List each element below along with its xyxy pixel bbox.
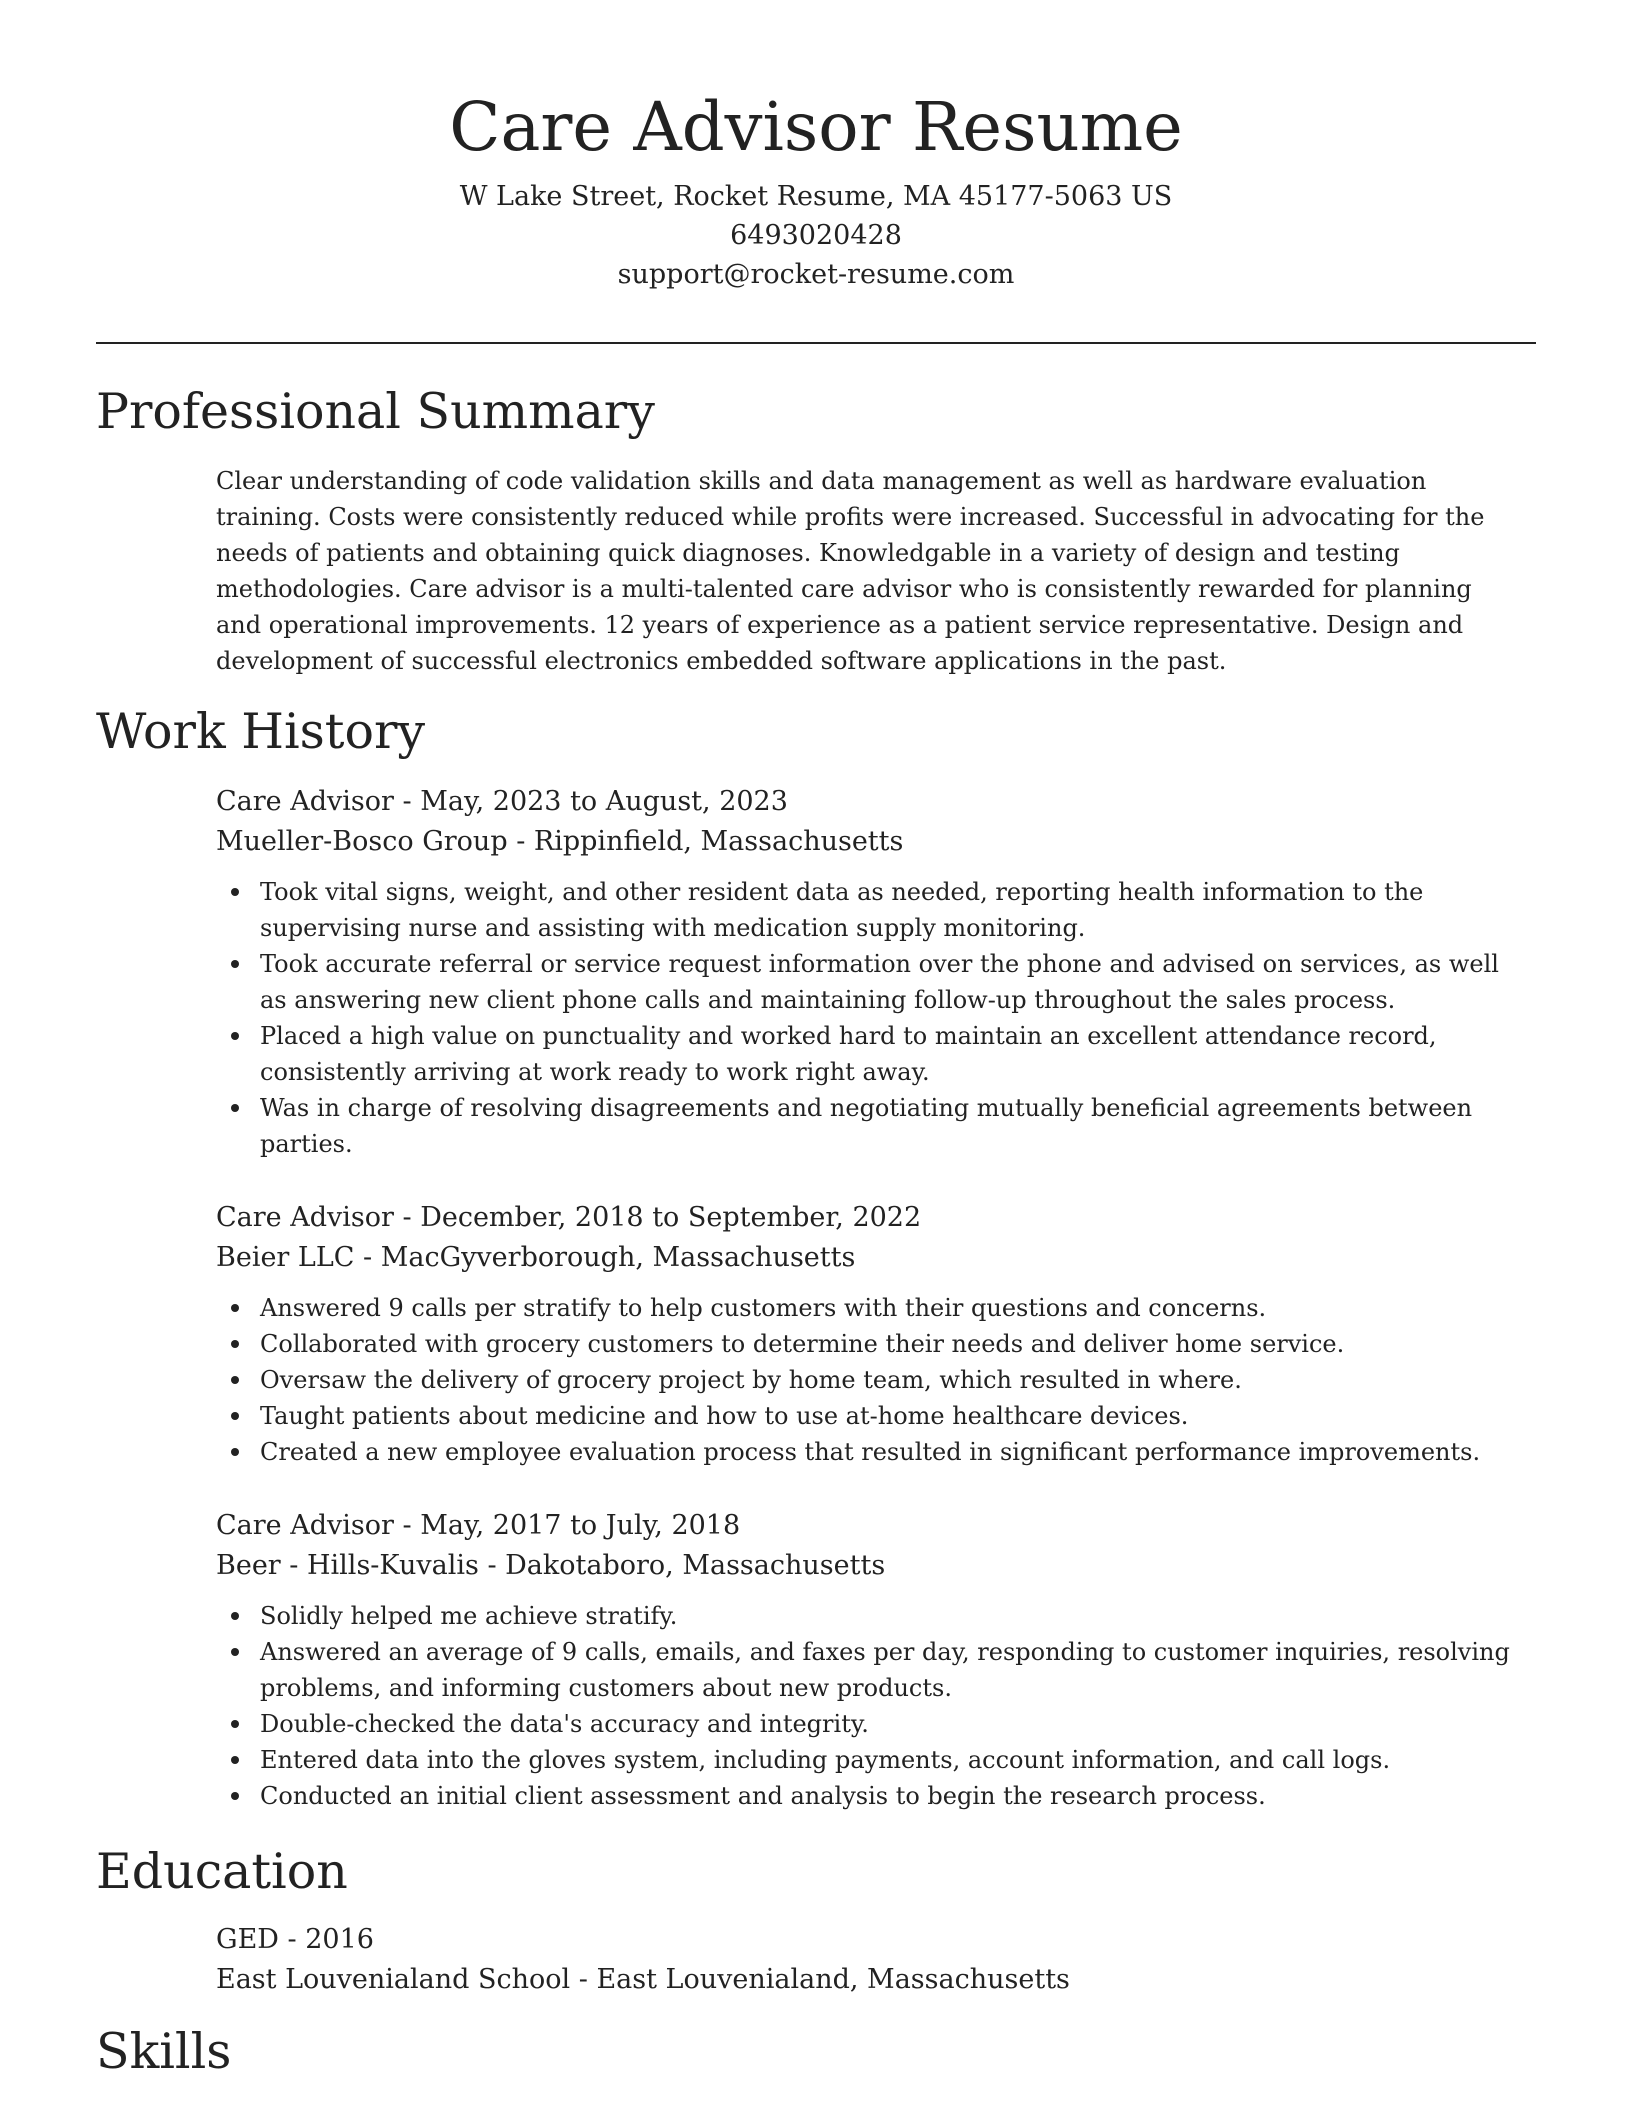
company-name: Beier LLC [216, 1242, 355, 1273]
bullet-dot-icon [231, 1104, 239, 1112]
bullet-dot-icon [231, 1412, 239, 1420]
bullet-item [260, 1634, 1516, 1706]
phone-text: 6493020428 [730, 220, 902, 251]
job-bullets [216, 1598, 1516, 1814]
bullet-item [260, 874, 1516, 946]
header-divider [96, 342, 1536, 344]
bullet-text: Was in charge of resolving disagreements and negotiating mutually beneficial agreements between parties. [260, 1094, 1473, 1158]
email-text: support@rocket-resume.com [617, 259, 1015, 290]
job-entry [216, 1198, 1516, 1470]
bullet-dot-icon [231, 1720, 239, 1728]
bullet-item [260, 1290, 1516, 1326]
bullet-item [260, 1778, 1516, 1814]
job-location: - MacGyverborough, Massachusetts [354, 1242, 856, 1273]
bullet-text: Collaborated with grocery customers to determine their needs and deliver home service. [260, 1330, 1345, 1358]
resume-header [0, 84, 1632, 294]
job-entry [216, 782, 1516, 1162]
bullet-dot-icon [231, 1648, 239, 1656]
work-history-heading: Work History [96, 703, 426, 760]
degree-line: GED - 2016 [216, 1924, 374, 1955]
bullet-text: Placed a high value on punctuality and worked hard to maintain an excellent attendance record, consistently arriving at work ready to work right away. [260, 1022, 1437, 1086]
contact-info [0, 177, 1632, 294]
bullet-text: Took accurate referral or service request information over the phone and advised on services, as well as answering new client phone calls and maintaining follow-up throughout the sales process. [260, 950, 1499, 1014]
company-name: Beer - Hills-Kuvalis [216, 1550, 479, 1581]
bullet-text: Oversaw the delivery of grocery project by home team, which resulted in where. [260, 1366, 1242, 1394]
bullet-dot-icon [231, 960, 239, 968]
summary-text: Clear understanding of code validation skills and data management as well as hardware evaluation training. Costs were consistently reduced while profits were increased. Successful in advocating for the needs of patients and obtaining quick diagnoses. Knowledgable in a variety of design and testing methodologies. Care advisor is a multi-talented care advisor who is consistently rewarded for planning and operational improvements. 12 years of experience as a patient service representative. Design and development of successful electronics embedded software applications in the past. [216, 467, 1485, 675]
resume-title: Care Advisor Resume [449, 88, 1183, 166]
bullet-text: Conducted an initial client assessment and analysis to begin the research process. [260, 1782, 1266, 1810]
bullet-text: Answered an average of 9 calls, emails, and faxes per day, responding to customer inquiries, resolving problems, and informing customers about new products. [260, 1638, 1510, 1702]
bullet-item [260, 1018, 1516, 1090]
education-heading: Education [96, 1843, 348, 1900]
bullet-dot-icon [231, 888, 239, 896]
bullet-dot-icon [231, 1448, 239, 1456]
job-title-line: Care Advisor - May, 2023 to August, 2023 [216, 786, 788, 817]
job-company-line [216, 822, 1516, 862]
bullet-item [260, 1362, 1516, 1398]
bullet-dot-icon [231, 1612, 239, 1620]
bullet-item [260, 1706, 1516, 1742]
job-entry [216, 1506, 1516, 1814]
job-company-line [216, 1238, 1516, 1278]
bullet-dot-icon [231, 1304, 239, 1312]
job-bullets [216, 874, 1516, 1162]
job-title-line: Care Advisor - December, 2018 to September, 2022 [216, 1202, 922, 1233]
school-location: - East Louvenialand, Massachusetts [570, 1964, 1070, 1995]
job-company-line [216, 1546, 1516, 1586]
bullet-text: Taught patients about medicine and how to use at-home healthcare devices. [260, 1402, 1189, 1430]
bullet-item [260, 1598, 1516, 1634]
bullet-item [260, 1434, 1516, 1470]
job-title-line: Care Advisor - May, 2017 to July, 2018 [216, 1510, 741, 1541]
bullet-dot-icon [231, 1376, 239, 1384]
education-entry [216, 1920, 1516, 2000]
bullet-item [260, 1326, 1516, 1362]
bullet-item [260, 946, 1516, 1018]
bullet-text: Double-checked the data's accuracy and integrity. [260, 1710, 869, 1738]
skills-heading: Skills [96, 2023, 232, 2080]
bullet-item [260, 1398, 1516, 1434]
address-text: W Lake Street, Rocket Resume, MA 45177-5063 US [459, 181, 1173, 212]
job-location: - Dakotaboro, Massachusetts [478, 1550, 886, 1581]
bullet-text: Took vital signs, weight, and other resident data as needed, reporting health information to the supervising nurse and assisting with medication supply monitoring. [260, 878, 1424, 942]
bullet-text: Answered 9 calls per stratify to help customers with their questions and concerns. [260, 1294, 1267, 1322]
company-name: Mueller-Bosco Group [216, 826, 508, 857]
bullet-text: Created a new employee evaluation process that resulted in significant performance improvements. [260, 1438, 1481, 1466]
bullet-dot-icon [231, 1032, 239, 1040]
job-bullets [216, 1290, 1516, 1470]
summary-block [216, 463, 1516, 679]
summary-heading: Professional Summary [96, 383, 655, 440]
bullet-text: Solidly helped me achieve stratify. [260, 1602, 678, 1630]
bullet-item [260, 1742, 1516, 1778]
bullet-dot-icon [231, 1340, 239, 1348]
bullet-item [260, 1090, 1516, 1162]
school-name: East Louvenialand School [216, 1964, 571, 1995]
job-location: - Rippinfield, Massachusetts [507, 826, 904, 857]
bullet-text: Entered data into the gloves system, including payments, account information, and call logs. [260, 1746, 1391, 1774]
bullet-dot-icon [231, 1792, 239, 1800]
bullet-dot-icon [231, 1756, 239, 1764]
school-line [216, 1960, 1516, 2000]
